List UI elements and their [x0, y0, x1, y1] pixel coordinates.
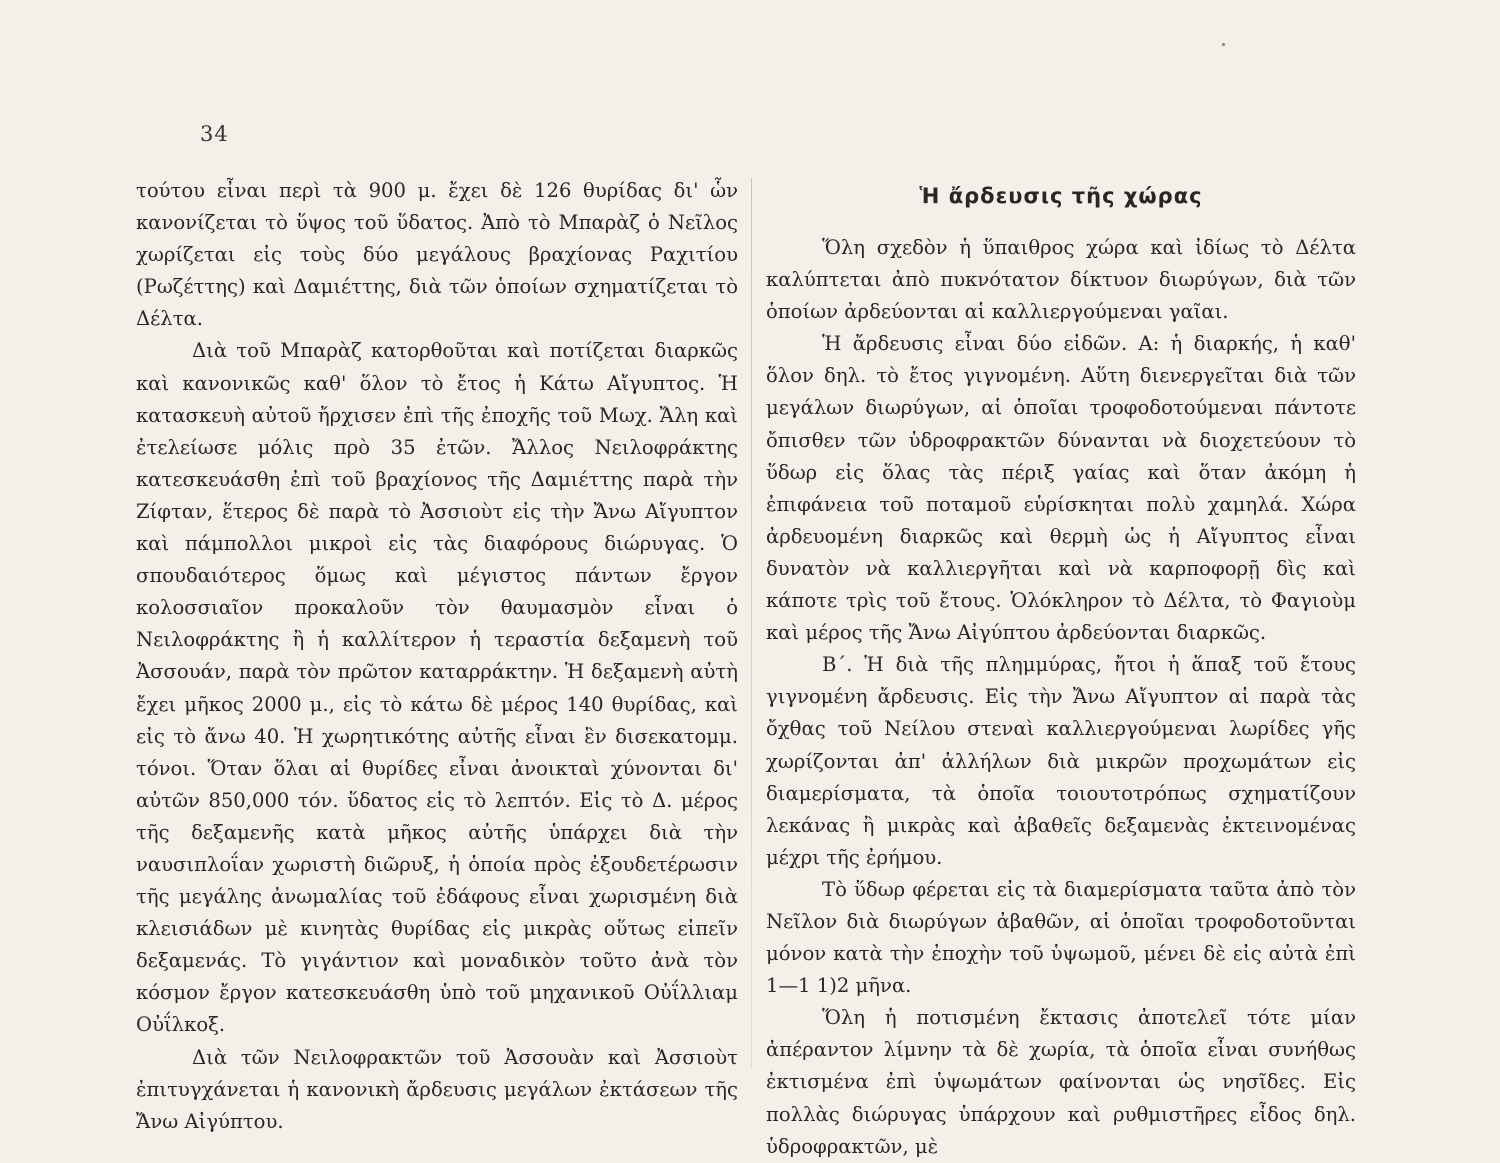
- left-paragraph-2: Διὰ τοῦ Μπαρὰζ κατορθοῦται καὶ ποτίζεται διαρκῶς καὶ κανονικῶς καθ' ὅλον τὸ ἔτος ἡ Κάτω Αἴγυπτος. Ἡ κατασκευὴ αὐτοῦ ἤρχισεν ἐπὶ τῆς ἐποχῆς τοῦ Μωχ. Ἄλη καὶ ἐτελείωσε μόλις πρὸ 35 ἐτῶν. Ἄλλος Νειλοφράκτης κατεσκευάσθη ἐπὶ τοῦ βραχίονος τῆς Δαμιέττης παρὰ τὴν Ζίφταν, ἕτερος δὲ παρὰ τὸ Ἀσσιοὺτ εἰς τὴν Ἄνω Αἴγυπτον καὶ πάμπολλοι μικροὶ εἰς τὰς διαφόρους διώρυγας. Ὁ σπουδαιότερος ὅμως καὶ μέγιστος πάντων ἔργον κολοσσιαῖον προκαλοῦν τὸν θαυμασμὸν εἶναι ὁ Νειλοφράκτης ἢ ἡ καλλίτερον ἡ τεραστία δεξαμενὴ τοῦ Ἀσσουάν, παρὰ τὸν πρῶτον καταρράκτην. Ἡ δεξαμενὴ αὐτὴ ἔχει μῆκος 2000 μ., εἰς τὸ κάτω δὲ μέρος 140 θυρίδας, καὶ εἰς τὸ ἄνω 40. Ἡ χωρητικότης αὐτῆς εἶναι ἓν δισεκατομμ. τόνοι. Ὅταν ὅλαι αἱ θυρίδες εἶναι ἀνοικταὶ χύνονται δι' αὐτῶν 850,000 τόν. ὕδατος εἰς τὸ λεπτόν. Εἰς τὸ Δ. μέρος τῆς δεξαμενῆς κατὰ μῆκος αὐτῆς ὑπάρχει διὰ τὴν ναυσιπλοΐαν χωριστὴ διῶρυξ, ἡ ὁποία πρὸς ἐξουδετέρωσιν τῆς μεγάλης ἀνωμαλίας τοῦ ἐδάφους εἶναι χωρισμένη διὰ κλεισιάδων μὲ κινητὰς θυρίδας εἰς μικρὰς οὕτως εἰπεῖν δεξαμενάς. Τὸ γιγάντιον καὶ μοναδικὸν τοῦτο ἀνὰ τὸν κόσμον ἔργον κατεσκευάσθη ὑπὸ τοῦ μηχανικοῦ Οὐΐλλιαμ Οὐΐλκοξ.: [136, 339, 738, 1037]
- page-number: 34: [200, 122, 229, 146]
- right-paragraph-5: Ὅλη ἡ ποτισμένη ἔκτασις ἀποτελεῖ τότε μίαν ἀπέραντον λίμνην τὰ δὲ χωρία, τὰ ὁποῖα εἶναι συνήθως ἐκτισμένα ἐπὶ ὑψωμάτων φαίνονται ὡς νησῖδες. Εἰς πολλὰς διώρυγας ὑπάρχουν καὶ ρυθμιστῆρες εἶδος δηλ. ὑδροφρακτῶν, μὲ: [766, 1006, 1356, 1158]
- right-paragraph-4: Τὸ ὕδωρ φέρεται εἰς τὰ διαμερίσματα ταῦτα ἀπὸ τὸν Νεῖλον διὰ διωρύγων ἀβαθῶν, αἱ ὁποῖαι τροφοδοτοῦνται μόνον κατὰ τὴν ἐποχὴν τοῦ ὑψωμοῦ, μένει δὲ εἰς αὐτὰ ἐπὶ 1—1 1)2 μῆνα.: [766, 877, 1356, 998]
- section-heading: Ἡ ἄρδευσις τῆς χώρας: [919, 184, 1203, 208]
- right-paragraph-2: Ἡ ἄρδευσις εἶναι δύο εἰδῶν. Α: ἡ διαρκής, ἡ καθ' ὅλον δηλ. τὸ ἔτος γιγνομένη. Αὕτη διενεργεῖται διὰ τῶν μεγάλων διωρύγων, αἱ ὁποῖαι τροφοδοτούμεναι πάντοτε ὄπισθεν τῶν ὑδροφρακτῶν δύνανται νὰ διοχετεύουν τὸ ὕδωρ εἰς ὅλας τὰς πέριξ γαίας καὶ ὅταν ἀκόμη ἡ ἐπιφάνεια τοῦ ποταμοῦ εὑρίσκηται πολὺ χαμηλά. Χώρα ἀρδευομένη διαρκῶς καὶ θερμὴ ὡς ἡ Αἴγυπτος εἶναι δυνατὸν νὰ καλλιεργῆται καὶ νὰ καρποφορῇ δὶς καὶ κάποτε τρὶς τοῦ ἔτους. Ὁλόκληρον τὸ Δέλτα, τὸ Φαγιοὺμ καὶ μέρος τῆς Ἄνω Αἰγύπτου ἀρδεύονται διαρκῶς.: [766, 332, 1356, 645]
- right-column: [766, 232, 1356, 1163]
- right-paragraph-3: Β΄. Ἡ διὰ τῆς πλημμύρας, ἤτοι ἡ ἅπαξ τοῦ ἔτους γιγνομένη ἄρδευσις. Εἰς τὴν Ἄνω Αἴγυπτον αἱ παρὰ τὰς ὄχθας τοῦ Νείλου στεναὶ καλλιεργούμεναι λωρίδες γῆς χωρίζονται ἀπ' ἀλλήλων διὰ μικρῶν προχωμάτων εἰς διαμερίσματα, τὰ ὁποῖα τοιουτοτρόπως σχηματίζουν λεκάνας ἢ μικρὰς καὶ ἀβαθεῖς δεξαμενὰς ἐκτεινομένας μέχρι τῆς ἐρήμου.: [766, 653, 1356, 869]
- left-paragraph-1: τούτου εἶναι περὶ τὰ 900 μ. ἔχει δὲ 126 θυρίδας δι' ὧν κανονίζεται τὸ ὕψος τοῦ ὕδατος. Ἀπὸ τὸ Μπαρὰζ ὁ Νεῖλος χωρίζεται εἰς τοὺς δύο μεγάλους βραχίονας Ραχιτίου (Ρωζέττης) καὶ Δαμιέττης, διὰ τῶν ὁποίων σχηματίζεται τὸ Δέλτα.: [136, 179, 738, 331]
- column-divider: [751, 178, 752, 1068]
- right-paragraph-1: Ὅλη σχεδὸν ἡ ὕπαιθρος χώρα καὶ ἰδίως τὸ Δέλτα καλύπτεται ἀπὸ πυκνότατον δίκτυον διωρύγων, διὰ τῶν ὁποίων ἀρδεύονται αἱ καλλιεργούμεναι γαῖαι.: [766, 236, 1356, 324]
- paper-speck: [1222, 43, 1225, 46]
- left-column: [136, 175, 738, 1138]
- left-paragraph-3: Διὰ τῶν Νειλοφρακτῶν τοῦ Ἀσσουὰν καὶ Ἀσσιοὺτ ἐπιτυγχάνεται ἡ κανονικὴ ἄρδευσις μεγάλων ἐκτάσεων τῆς Ἄνω Αἰγύπτου.: [136, 1045, 738, 1133]
